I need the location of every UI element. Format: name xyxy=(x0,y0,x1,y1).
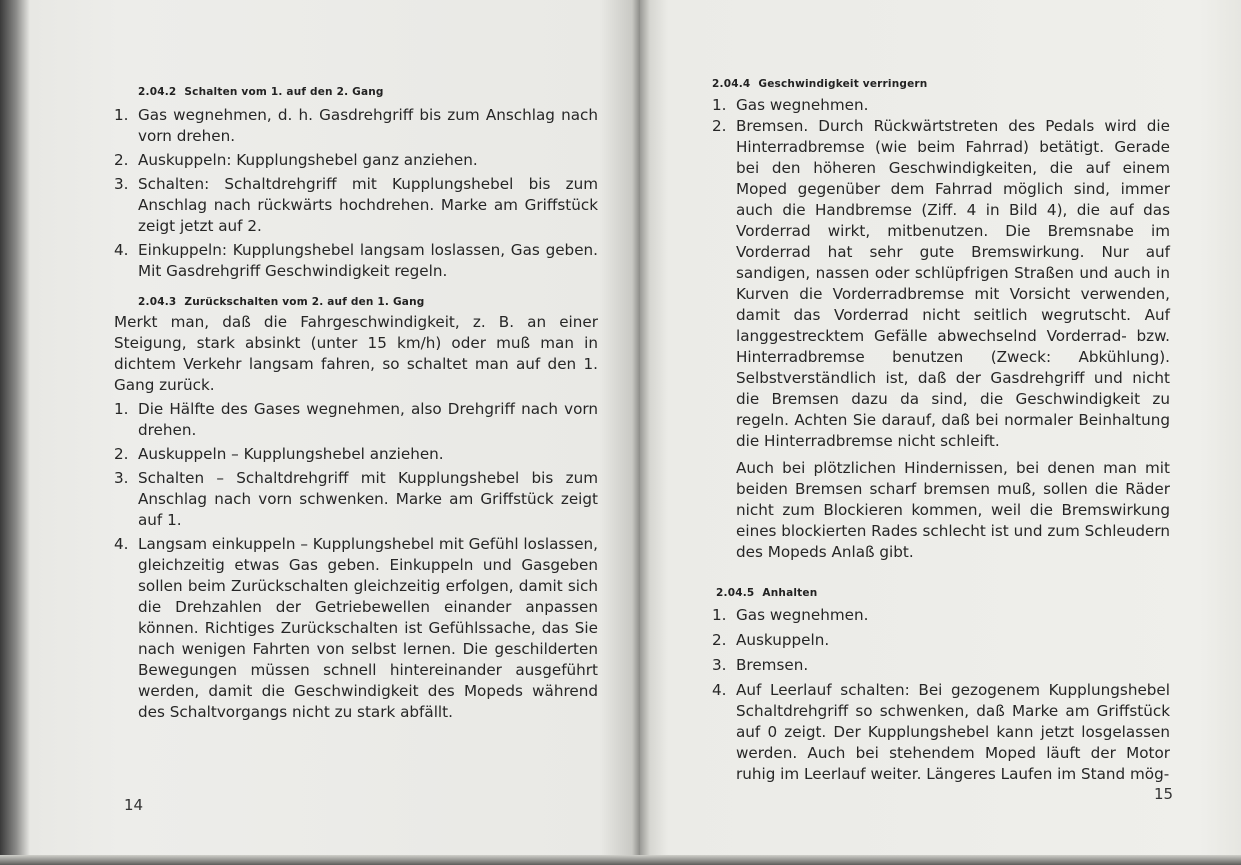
right-page-content xyxy=(712,78,1170,785)
list-item: 4. Auf Leerlauf schalten: Bei gezogenem Kupplungshebel Schaltdrehgriff so schwenken, daß Marke am Griffstück auf 0 zeigt. Der Kupplungshebel kann jetzt losgelassen werden. Auch bei stehendem Moped läuft der Motor ruhig im Leerlauf weiter. Längeres Laufen im Stand mög- xyxy=(712,681,1170,783)
list-item: 3. Schalten: Schaltdrehgriff mit Kupplungshebel bis zum Anschlag nach rückwärts hochdrehen. Marke am Griffstück zeigt jetzt auf 2. xyxy=(114,175,598,235)
section-heading-2-04-4 xyxy=(712,78,1170,90)
section-title: Schalten vom 1. auf den 2. Gang xyxy=(184,86,384,98)
section-heading-2-04-5 xyxy=(716,587,1170,599)
list-item: 4. Einkuppeln: Kupplungshebel langsam loslassen, Gas geben. Mit Gasdrehgriff Geschwindigkeit regeln. xyxy=(114,241,598,280)
section-title: Zurückschalten vom 2. auf den 1. Gang xyxy=(184,296,425,308)
list-item: 3. Bremsen. xyxy=(712,656,809,674)
list-item: 2. Auskuppeln – Kupplungshebel anziehen. xyxy=(114,445,444,463)
scan-bottom-edge xyxy=(0,855,1241,865)
list-item: 1. Gas wegnehmen, d. h. Gasdrehgriff bis zum Anschlag nach vorn drehen. xyxy=(114,106,598,145)
section-intro: Merkt man, daß die Fahrgeschwindigkeit, z. B. an einer Steigung, stark absinkt (unter 15 km/h) oder muß man in dichtem Verkehr langsam fahren, so schaltet man auf den 1. Gang zurück. xyxy=(114,313,598,394)
right-page xyxy=(640,0,1241,865)
section-title: Geschwindigkeit verringern xyxy=(758,78,928,90)
section-number: 2.04.4 xyxy=(712,78,751,90)
section-number: 2.04.3 xyxy=(138,296,177,308)
left-page-content xyxy=(114,86,598,723)
slow-down-steps xyxy=(712,95,1170,452)
page-number: 14 xyxy=(124,796,144,814)
list-item: 1. Die Hälfte des Gases wegnehmen, also Drehgriff nach vorn drehen. xyxy=(114,400,598,439)
section-number: 2.04.2 xyxy=(138,86,177,98)
stop-steps xyxy=(712,605,1170,785)
list-item: 1. Gas wegnehmen. xyxy=(712,96,869,114)
section-heading-2-04-3 xyxy=(138,296,598,308)
list-item: 2. Auskuppeln: Kupplungshebel ganz anziehen. xyxy=(114,151,478,169)
braking-note: Auch bei plötzlichen Hindernissen, bei denen man mit beiden Bremsen scharf bremsen muß, sollen die Räder nicht zum Blockieren kommen, weil die Bremswirkung eines blockierten Rades schlecht ist und zum Schleudern des Mopeds Anlaß gibt. xyxy=(736,459,1170,561)
shift-down-steps xyxy=(114,399,598,723)
section-number: 2.04.5 xyxy=(716,587,755,599)
shift-up-steps xyxy=(114,105,598,282)
list-item: 2. Auskuppeln. xyxy=(712,631,830,649)
list-item: 4. Langsam einkuppeln – Kupplungshebel mit Gefühl loslassen, gleichzeitig etwas Gas geben. Einkuppeln und Gasgeben sollen beim Zurückschalten gleichzeitig erfolgen, damit sich die Drehzahlen der Getriebewellen einander anpassen können. Richtiges Zurückschalten ist Gefühlssache, das Sie nach wenigen Fahrten von selbst lernen. Die geschilderten Bewegungen müssen schnell hintereinander ausgeführt werden, damit die Geschwindigkeit des Mopeds während des Schaltvorgangs nicht zu stark abfällt. xyxy=(114,535,598,721)
list-item: 2. Bremsen. Durch Rückwärtstreten des Pedals wird die Hinterradbremse (wie beim Fahrrad) betätigt. Gerade bei den höheren Geschwindigkeiten, die auf einem Moped gegenüber dem Fahrrad möglich sind, immer auch die Handbremse (Ziff. 4 in Bild 4), die auf das Vorderrad wirkt, mitbenutzen. Die Bremsnabe im Vorderrad hat sehr gute Bremswirkung. Nur auf sandigen, nassen oder schlüpfrigen Straßen und auch in Kurven die Vorderradbremse mit Vorsicht verwenden, damit das Vorderrad nicht seitlich wegrutscht. Auf langgestrecktem Gefälle abwechselnd Vorderrad- bzw. Hinterradbremse benutzen (Zweck: Abkühlung). Selbstverständlich ist, daß der Gasdrehgriff und nicht die Bremsen dazu da sind, die Geschwindigkeit zu regeln. Achten Sie darauf, daß bei normaler Beinhaltung die Hinterradbremse nicht schleift. xyxy=(712,117,1170,450)
list-item: 1. Gas wegnehmen. xyxy=(712,606,869,624)
section-heading-2-04-2 xyxy=(138,86,598,98)
list-item: 3. Schalten – Schaltdrehgriff mit Kupplungshebel bis zum Anschlag nach vorn schwenken. Marke am Griffstück zeigt auf 1. xyxy=(114,469,598,529)
page-number: 15 xyxy=(1154,785,1174,803)
section-title: Anhalten xyxy=(762,587,818,599)
